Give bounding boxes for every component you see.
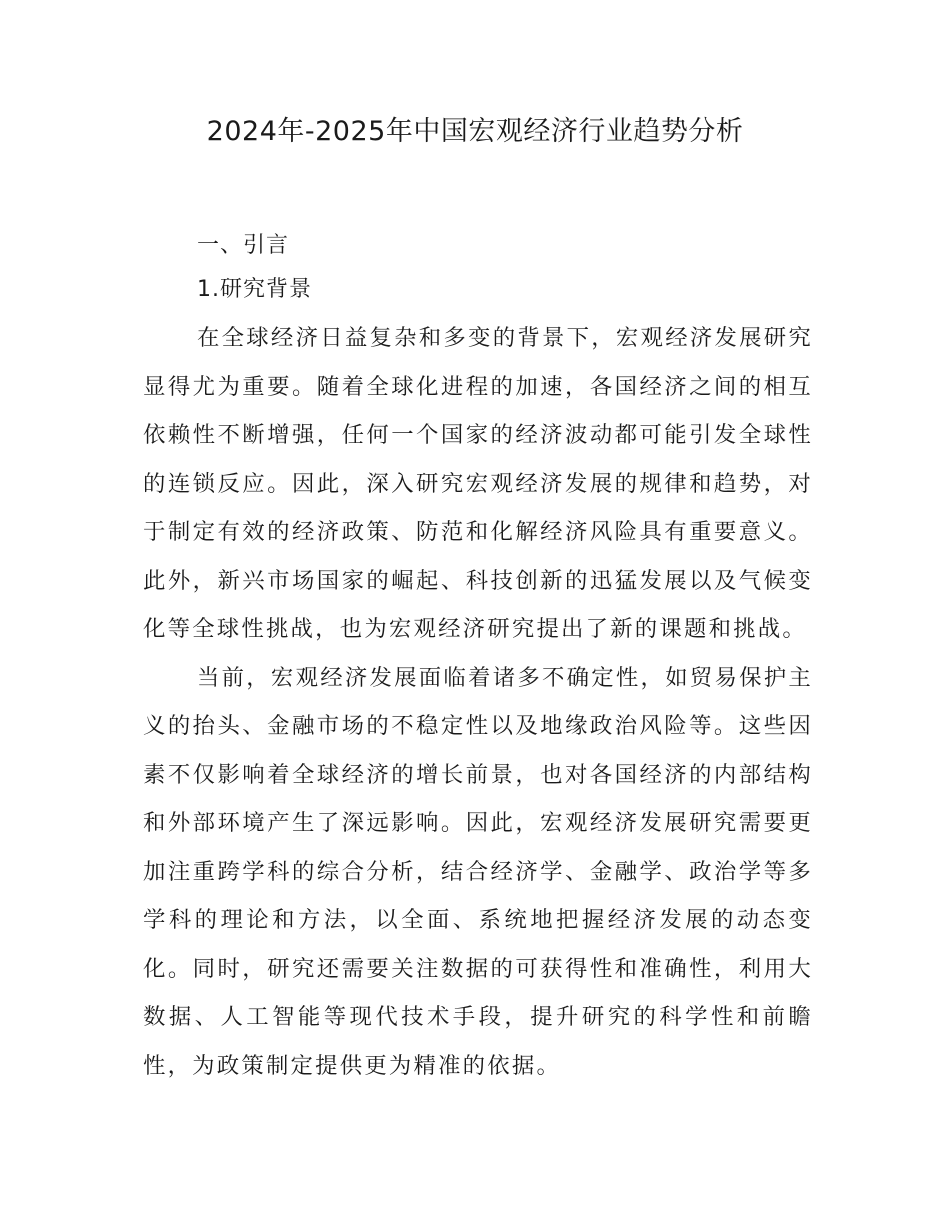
body-paragraph: 当前，宏观经济发展面临着诸多不确定性，如贸易保护主义的抬头、金融市场的不稳定性以及地缘政治风险等。这些因素不仅影响着全球经济的增长前景，也对各国经济的内部结构和外部环境产生了深远影响。因此，宏观经济发展研究需要更加注重跨学科的综合分析，结合经济学、金融学、政治学等多学科的理论和方法，以全面、系统地把握经济发展的动态变化。同时，研究还需要关注数据的可获得性和准确性，利用大数据、人工智能等现代技术手段，提升研究的科学性和前瞻性，为政策制定提供更为精准的依据。 [143,664,813,1079]
section-heading: 一、引言 [197,233,290,258]
body-paragraph: 在全球经济日益复杂和多变的背景下，宏观经济发展研究显得尤为重要。随着全球化进程的加速，各国经济之间的相互依赖性不断增强，任何一个国家的经济波动都可能引发全球性的连锁反应。因此，深入研究宏观经济发展的规律和趋势，对于制定有效的经济政策、防范和化解经济风险具有重要意义。此外，新兴市场国家的崛起、科技创新的迅猛发展以及气候变化等全球性挑战，也为宏观经济研究提出了新的课题和挑战。 [143,325,813,642]
document-title: 2024年-2025年中国宏观经济行业趋势分析 [206,116,744,147]
subsection-heading: 1.研究背景 [197,277,312,302]
document-body [143,226,813,1090]
